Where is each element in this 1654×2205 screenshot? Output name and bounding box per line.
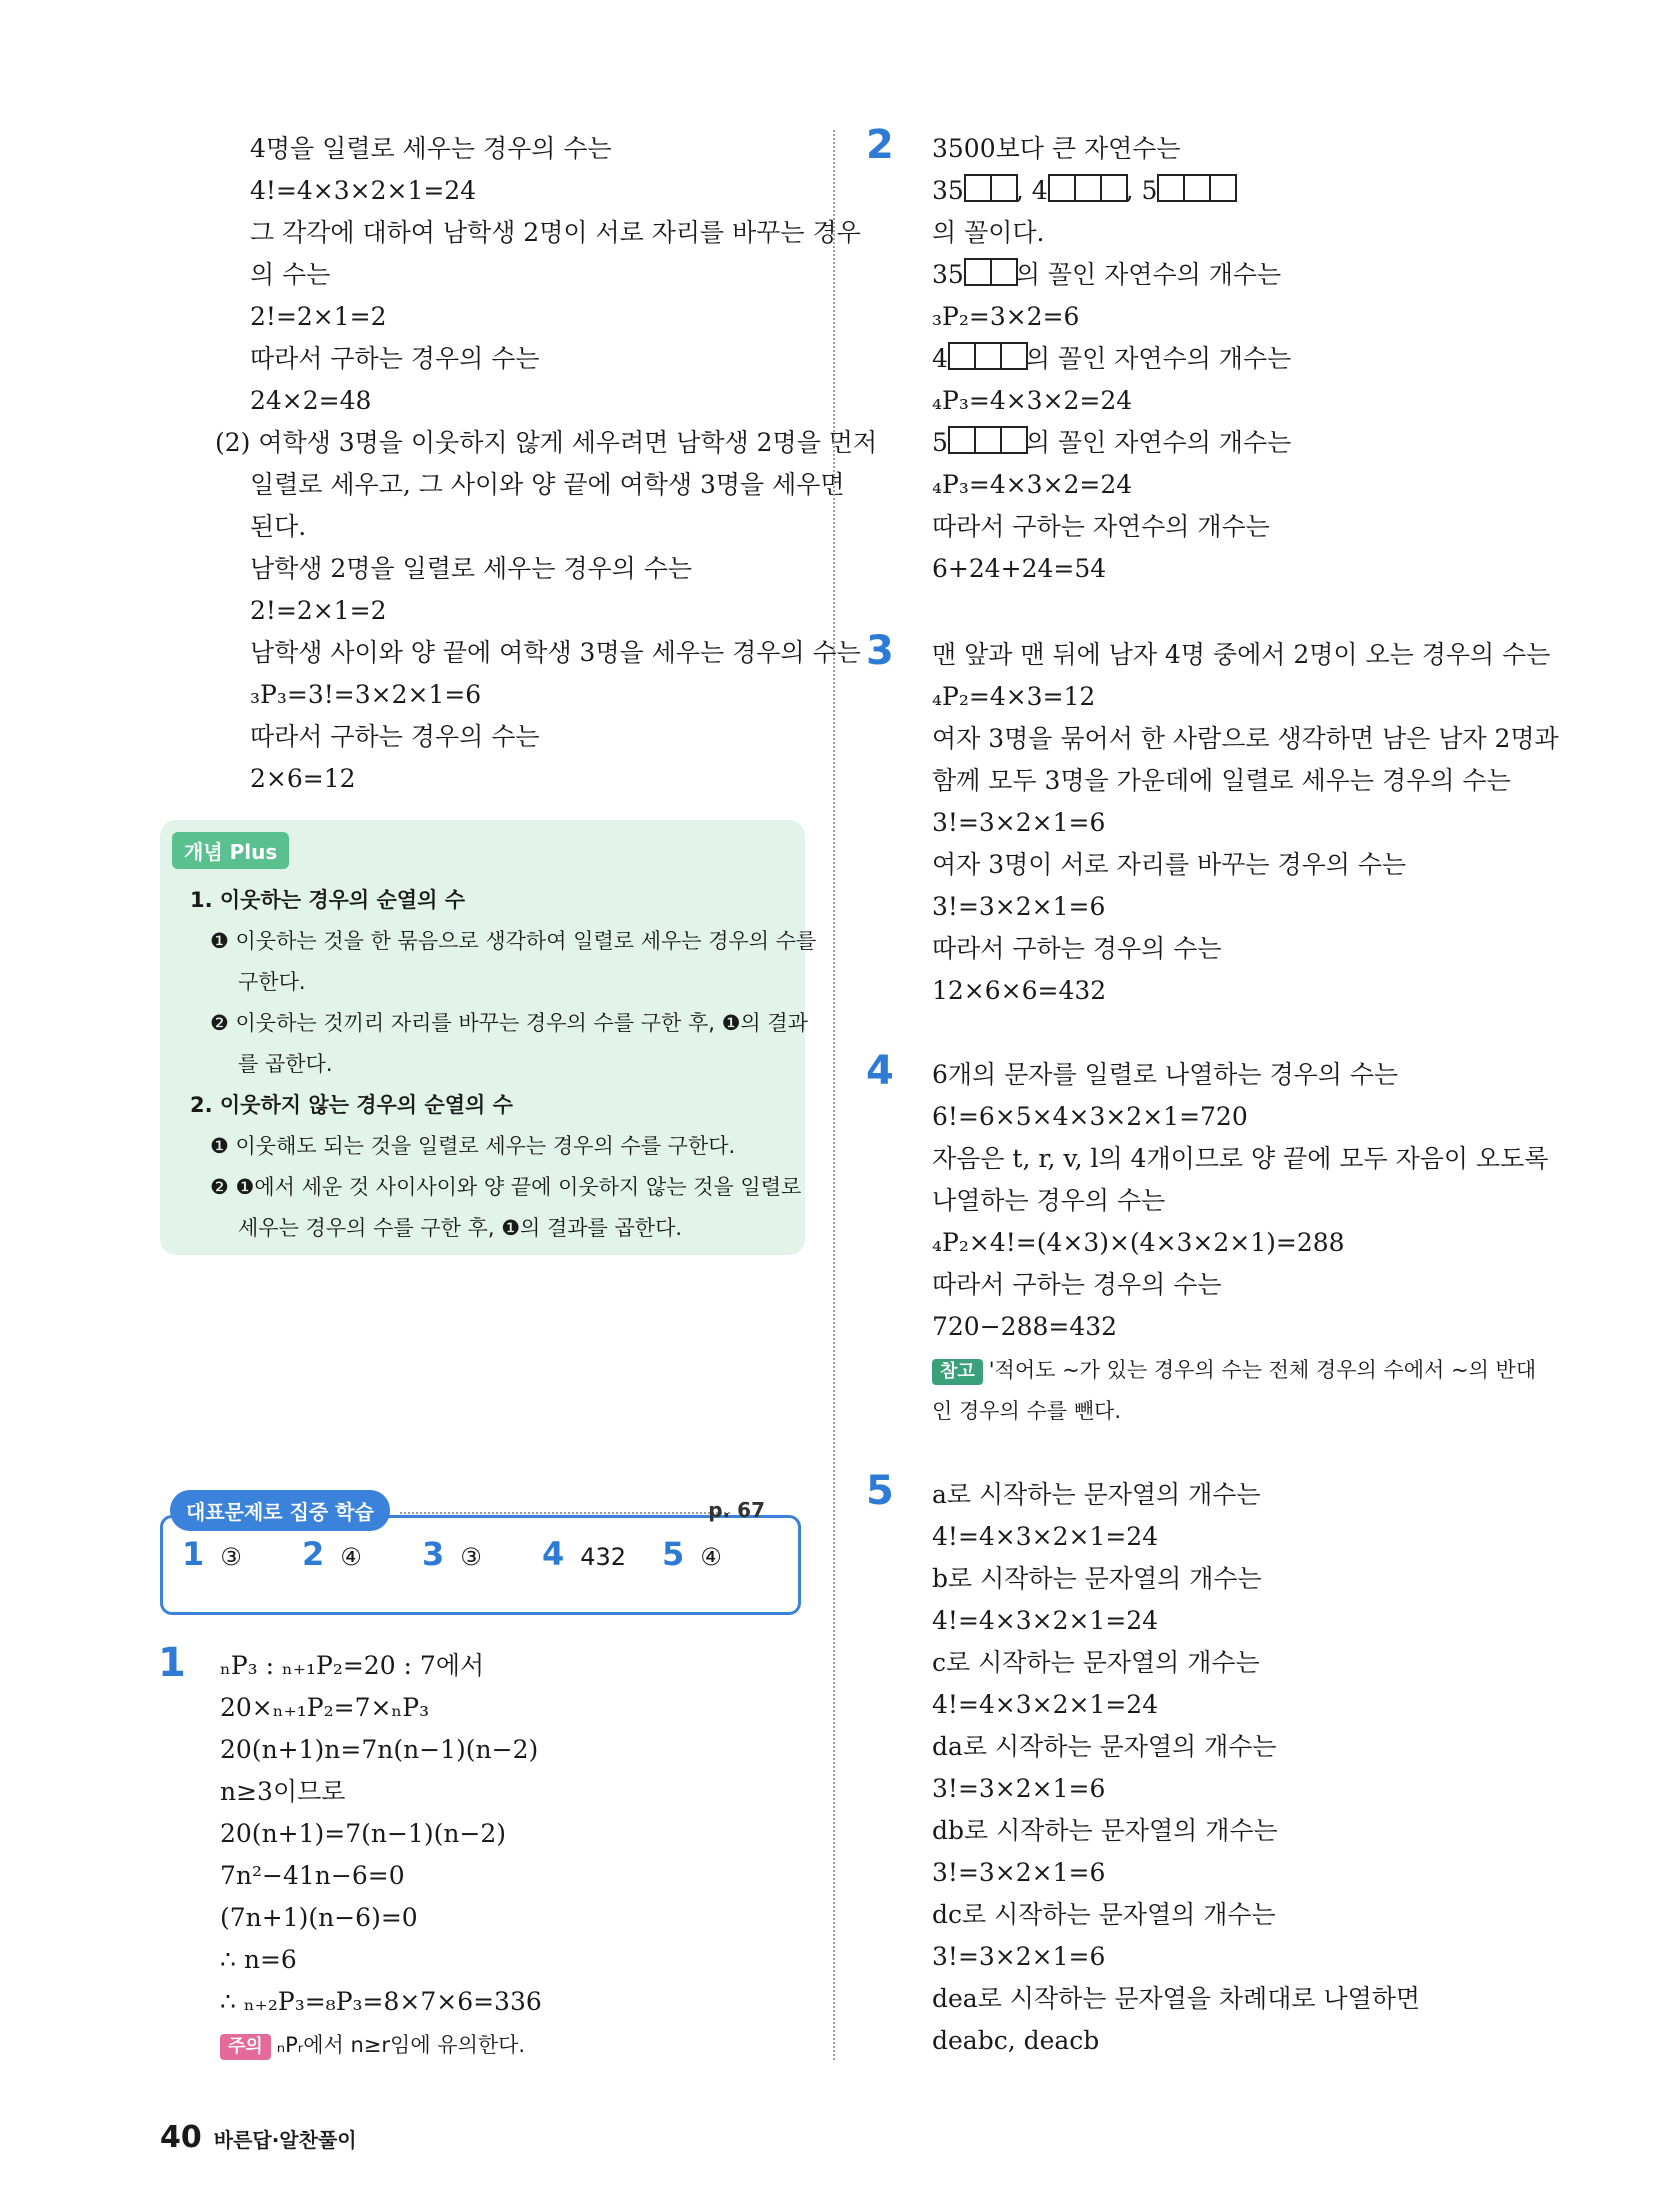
p4-ref xyxy=(932,1348,1552,1390)
p3-line: 12×6×6=432 xyxy=(932,976,1107,1005)
concept-line: 1. 이웃하는 경우의 순열의 수 xyxy=(190,888,465,912)
solution-line: 된다. xyxy=(250,512,307,541)
solution-line: 4명을 일렬로 세우는 경우의 수는 xyxy=(250,134,612,163)
p3-line: 여자 3명을 묶어서 한 사람으로 생각하면 남은 남자 2명과 xyxy=(932,724,1559,753)
p1-line: ₙP₃ : ₙ₊₁P₂=20 : 7에서 xyxy=(220,1651,485,1680)
p5-line: 3!=3×2×1=6 xyxy=(932,1858,1106,1887)
solution-line: 24×2=48 xyxy=(250,386,372,415)
p2-line: 6+24+24=54 xyxy=(932,554,1107,583)
concept-line: 2. 이웃하지 않는 경우의 순열의 수 xyxy=(190,1093,513,1117)
problem-2-number: 2 xyxy=(866,122,894,168)
problem-2 xyxy=(932,128,1532,590)
p4-line: 나열하는 경우의 수는 xyxy=(932,1186,1166,1215)
answer-number: 4 xyxy=(542,1535,565,1573)
p2-text: 의 꼴인 자연수의 개수는 xyxy=(1025,428,1292,457)
solution-line: 남학생 사이와 양 끝에 여학생 3명을 세우는 경우의 수는 xyxy=(250,638,861,667)
answer-item xyxy=(542,1535,662,1573)
p5-line: 4!=4×3×2×1=24 xyxy=(932,1690,1159,1719)
problem-5-number: 5 xyxy=(866,1468,894,1514)
answer-value: ③ xyxy=(460,1543,482,1571)
p4-line: 따라서 구하는 경우의 수는 xyxy=(932,1270,1222,1299)
banner-dots xyxy=(400,1512,730,1514)
p2-line: ₃P₂=3×2=6 xyxy=(932,302,1080,331)
p2-line xyxy=(932,254,1532,296)
problem-4 xyxy=(932,1054,1552,1432)
p2-line: 의 꼴이다. xyxy=(932,218,1045,247)
solution-line: 2!=2×1=2 xyxy=(250,596,387,625)
answer-number: 2 xyxy=(302,1535,325,1573)
p3-line: 여자 3명이 서로 자리를 바꾸는 경우의 수는 xyxy=(932,850,1407,879)
concept-line: 세우는 경우의 수를 구한 후, ❶의 결과를 곱한다. xyxy=(238,1216,683,1240)
solution-line: 2!=2×1=2 xyxy=(250,302,387,331)
p5-line: 4!=4×3×2×1=24 xyxy=(932,1606,1159,1635)
p2-line: ₄P₃=4×3×2=24 xyxy=(932,386,1133,415)
p2-line: ₄P₃=4×3×2=24 xyxy=(932,470,1133,499)
p2-form-35: 35 xyxy=(932,176,964,205)
answer-item xyxy=(662,1535,782,1573)
p3-line: 함께 모두 3명을 가운데에 일렬로 세우는 경우의 수는 xyxy=(932,766,1511,795)
p5-line: c로 시작하는 문자열의 개수는 xyxy=(932,1648,1260,1677)
answer-number: 3 xyxy=(422,1535,445,1573)
p2-form-5: , 5 xyxy=(1125,176,1158,205)
solution-line: 일렬로 세우고, 그 사이와 양 끝에 여학생 3명을 세우면 xyxy=(250,470,845,499)
p3-line: 3!=3×2×1=6 xyxy=(932,892,1106,921)
p2-text: 35 xyxy=(932,260,964,289)
ref-text-1: '적어도 ~가 있는 경우의 수는 전체 경우의 수에서 ~의 반대 xyxy=(988,1358,1537,1382)
footer-title: 바른답·알찬풀이 xyxy=(213,2128,357,2152)
p1-note xyxy=(220,2023,820,2065)
p1-line: 20×ₙ₊₁P₂=7×ₙP₃ xyxy=(220,1693,430,1722)
p2-form-4: , 4 xyxy=(1015,176,1048,205)
concept-line: ❶ 이웃해도 되는 것을 일렬로 세우는 경우의 수를 구한다. xyxy=(210,1134,736,1158)
problem-5 xyxy=(932,1474,1552,2062)
p5-line: 3!=3×2×1=6 xyxy=(932,1942,1106,1971)
solution-line: ₃P₃=3!=3×2×1=6 xyxy=(250,680,482,709)
p2-line: 따라서 구하는 자연수의 개수는 xyxy=(932,512,1270,541)
p1-line: ∴ n=6 xyxy=(220,1945,297,1974)
p5-line: db로 시작하는 문자열의 개수는 xyxy=(932,1816,1278,1845)
answer-value: ③ xyxy=(220,1543,242,1571)
problem-3 xyxy=(932,634,1559,1012)
p2-text: 의 꼴인 자연수의 개수는 xyxy=(1025,344,1292,373)
page-number: 40 xyxy=(160,2120,202,2155)
concept-line: 구한다. xyxy=(238,970,306,994)
ref-tag: 참고 xyxy=(932,1359,983,1385)
problem-1 xyxy=(220,1645,820,2065)
solution-line: 2×6=12 xyxy=(250,764,356,793)
concept-line: ❷ 이웃하는 것끼리 자리를 바꾸는 경우의 수를 구한 후, ❶의 결과 xyxy=(210,1011,808,1035)
concept-plus-tag: 개념 Plus xyxy=(172,832,289,869)
part2-heading: (2) 여학생 3명을 이웃하지 않게 세우려면 남학생 2명을 먼저 xyxy=(215,428,878,457)
p2-line xyxy=(932,338,1532,380)
p3-line: 맨 앞과 맨 뒤에 남자 4명 중에서 2명이 오는 경우의 수는 xyxy=(932,640,1551,669)
p5-line: a로 시작하는 문자열의 개수는 xyxy=(932,1480,1261,1509)
answer-value: 432 xyxy=(580,1543,627,1571)
p4-line: 6개의 문자를 일렬로 나열하는 경우의 수는 xyxy=(932,1060,1399,1089)
page-footer xyxy=(160,2120,357,2155)
ref-text-2: 인 경우의 수를 뺀다. xyxy=(932,1399,1121,1423)
answer-item xyxy=(182,1535,302,1573)
p4-line: 6!=6×5×4×3×2×1=720 xyxy=(932,1102,1248,1131)
answer-item xyxy=(302,1535,422,1573)
solution-line: 4!=4×3×2×1=24 xyxy=(250,176,477,205)
p5-line: 3!=3×2×1=6 xyxy=(932,1774,1106,1803)
answer-number: 5 xyxy=(662,1535,685,1573)
answer-banner xyxy=(160,1490,805,1620)
p1-line: 7n²−41n−6=0 xyxy=(220,1861,405,1890)
p4-line: 자음은 t, r, v, l의 4개이므로 양 끝에 모두 자음이 오도록 xyxy=(932,1144,1549,1173)
solution-line: 따라서 구하는 경우의 수는 xyxy=(250,344,540,373)
p2-line xyxy=(932,422,1532,464)
p4-line: 720−288=432 xyxy=(932,1312,1118,1341)
answer-item xyxy=(422,1535,542,1573)
note-text: ₙPᵣ에서 n≥r임에 유의한다. xyxy=(276,2033,526,2057)
p5-line: b로 시작하는 문자열의 개수는 xyxy=(932,1564,1262,1593)
p4-line: ₄P₂×4!=(4×3)×(4×3×2×1)=288 xyxy=(932,1228,1345,1257)
p5-line: dea로 시작하는 문자열을 차례대로 나열하면 xyxy=(932,1984,1421,2013)
banner-page-ref: p. 67 xyxy=(708,1498,765,1522)
answer-value: ④ xyxy=(700,1543,722,1571)
concept-plus-box xyxy=(160,820,817,1255)
left-column xyxy=(160,128,878,800)
answer-value: ④ xyxy=(340,1543,362,1571)
p3-line: 3!=3×2×1=6 xyxy=(932,808,1106,837)
solution-line: 따라서 구하는 경우의 수는 xyxy=(250,722,540,751)
answer-number: 1 xyxy=(182,1535,205,1573)
column-divider xyxy=(833,130,835,2060)
p2-forms-line xyxy=(932,170,1532,212)
p5-line: dc로 시작하는 문자열의 개수는 xyxy=(932,1900,1276,1929)
p1-line: 20(n+1)=7(n−1)(n−2) xyxy=(220,1819,507,1848)
p1-line: n≥3이므로 xyxy=(220,1777,346,1806)
solution-line: 그 각각에 대하여 남학생 2명이 서로 자리를 바꾸는 경우 xyxy=(250,218,861,247)
p1-line: (7n+1)(n−6)=0 xyxy=(220,1903,418,1932)
answer-list xyxy=(182,1535,782,1573)
problem-4-number: 4 xyxy=(866,1048,894,1094)
note-tag: 주의 xyxy=(220,2034,271,2060)
p5-line: 4!=4×3×2×1=24 xyxy=(932,1522,1159,1551)
p2-text: 의 꼴인 자연수의 개수는 xyxy=(1015,260,1282,289)
p1-line: ∴ ₙ₊₂P₃=₈P₃=8×7×6=336 xyxy=(220,1987,542,2016)
p5-line: deabc, deacb xyxy=(932,2026,1100,2055)
p2-text: 5 xyxy=(932,428,948,457)
p3-line: 따라서 구하는 경우의 수는 xyxy=(932,934,1222,963)
concept-line: ❷ ❶에서 세운 것 사이사이와 양 끝에 이웃하지 않는 것을 일렬로 xyxy=(210,1175,802,1199)
concept-line: ❶ 이웃하는 것을 한 묶음으로 생각하여 일렬로 세우는 경우의 수를 xyxy=(210,929,817,953)
p2-text: 4 xyxy=(932,344,948,373)
solution-line: 남학생 2명을 일렬로 세우는 경우의 수는 xyxy=(250,554,693,583)
problem-1-number: 1 xyxy=(158,1640,186,1686)
concept-line: 를 곱한다. xyxy=(238,1052,333,1076)
banner-tag: 대표문제로 집중 학습 xyxy=(170,1490,390,1531)
problem-3-number: 3 xyxy=(866,628,894,674)
p3-line: ₄P₂=4×3=12 xyxy=(932,682,1096,711)
p5-line: da로 시작하는 문자열의 개수는 xyxy=(932,1732,1277,1761)
p1-line: 20(n+1)n=7n(n−1)(n−2) xyxy=(220,1735,539,1764)
p2-line: 3500보다 큰 자연수는 xyxy=(932,134,1181,163)
solution-line: 의 수는 xyxy=(250,260,331,289)
